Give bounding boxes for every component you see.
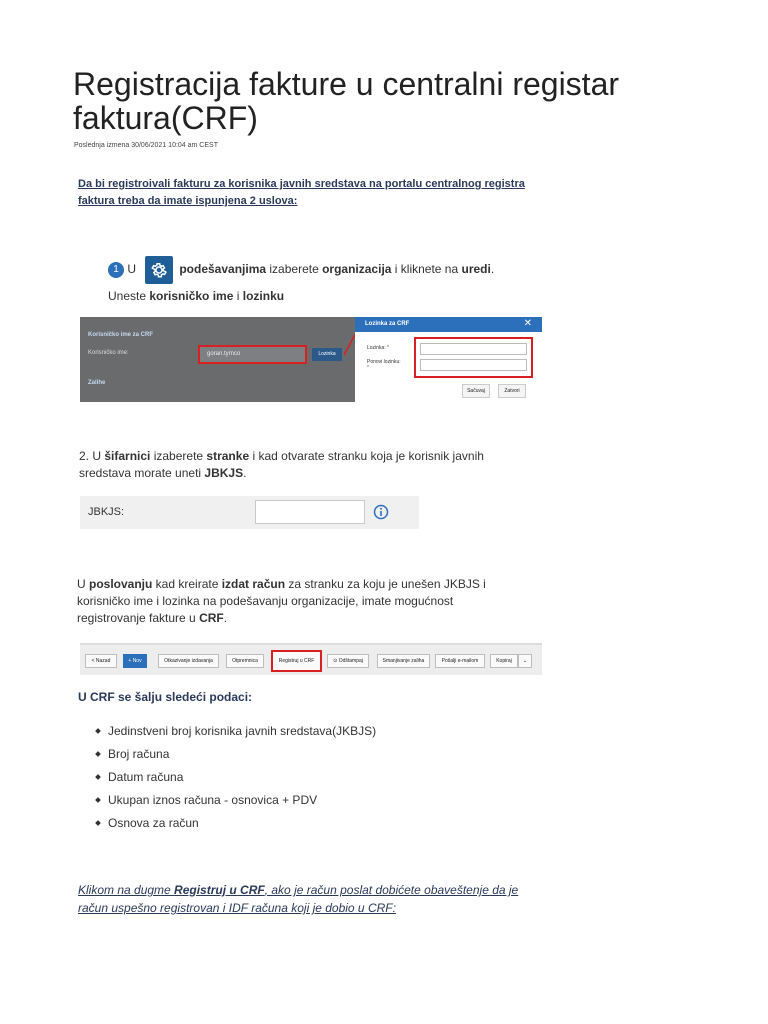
bold-text: Registruj u CRF xyxy=(174,883,265,897)
bullet-icon xyxy=(95,820,101,826)
bold-text: izdat račun xyxy=(221,577,286,591)
text: i kad otvarate stranku koja je korisnik javnih sredstava morate uneti xyxy=(79,449,484,480)
username-field xyxy=(198,345,307,364)
list-item-text: Ukupan iznos računa - osnovica + PDV xyxy=(108,793,318,807)
jbkjs-field-screenshot xyxy=(80,496,419,529)
text: 2. U xyxy=(79,449,105,463)
gear-icon xyxy=(145,256,173,284)
list-item xyxy=(96,746,376,769)
register-crf-button: Registruj u CRF xyxy=(271,650,322,672)
text: za stranku za koju je unešen JKBJS i korisničko ime i lozinka na podešavanju organizacije, imate mogućnost registrovanje fakture u xyxy=(77,577,486,625)
list-item-text: Jedinstveni broj korisnika javnih sredstava(JKBJS) xyxy=(108,724,377,738)
print-button: ⊙ Odštampaj xyxy=(327,654,369,668)
bold-text: poslovanju xyxy=(89,577,153,591)
step-number-badge: 1 xyxy=(108,262,124,278)
text: i kliknete na xyxy=(391,262,462,277)
password-dialog xyxy=(355,317,542,402)
list-item-text: Osnova za račun xyxy=(108,816,199,830)
dialog-header xyxy=(355,317,542,332)
step-1-paragraph xyxy=(108,256,528,308)
cancel-issue-button: Otkazivanje izdavanja xyxy=(158,654,219,668)
text: Klikom na dugme xyxy=(78,883,175,897)
dispatch-button: Otpremnica xyxy=(226,654,264,668)
section-title: Korisničko ime za CRF xyxy=(88,332,154,338)
text: . xyxy=(223,611,228,625)
bold-text: stranke xyxy=(206,449,250,463)
close-button: Zatvori xyxy=(498,384,526,398)
list-item-text: Datum računa xyxy=(108,770,184,784)
page-title: Registracija fakture u centralni registar faktura(CRF) xyxy=(73,66,620,136)
list-item xyxy=(96,792,376,815)
repeat-password-label xyxy=(367,359,401,371)
text: i xyxy=(233,289,243,303)
text: izaberete xyxy=(150,449,207,463)
reduce-stock-button: Smanjivanje zaliha xyxy=(377,654,430,668)
bold-text: šifarnici xyxy=(104,449,151,463)
dialog-title: Lozinka za CRF xyxy=(365,321,410,327)
crf-settings-screenshot xyxy=(80,317,542,402)
bullet-icon xyxy=(95,751,101,757)
info-icon xyxy=(373,504,389,520)
repeat-password-field xyxy=(420,359,527,371)
text: izaberete xyxy=(266,262,323,277)
send-email-button: Pošalji e-mailom xyxy=(435,654,485,668)
password-label xyxy=(367,345,389,351)
back-button: < Nazad xyxy=(85,654,117,668)
password-field xyxy=(420,343,527,355)
jbkjs-label: JBKJS: xyxy=(88,506,125,518)
bullet-icon xyxy=(95,797,101,803)
intro-link[interactable]: Da bi registroivali fakturu za korisnika javnih sredstava na portalu centralnog registra faktura treba da imate ispunjena 2 uslova: xyxy=(78,178,525,207)
bold-text: lozinku xyxy=(242,289,285,303)
new-button: + Nov xyxy=(123,654,147,668)
invoice-paragraph xyxy=(77,576,517,627)
list-item xyxy=(96,723,376,746)
required-mark: * xyxy=(387,345,389,351)
bold-text: CRF xyxy=(199,611,224,625)
username-label: Korisničko ime: xyxy=(88,350,129,356)
copy-button: Kopiraj xyxy=(490,654,518,668)
text: U xyxy=(124,262,140,277)
bold-text: podešavanjima xyxy=(179,262,267,277)
list-item xyxy=(96,769,376,792)
organization-settings-panel xyxy=(80,317,355,402)
text: kad kreirate xyxy=(152,577,222,591)
jbkjs-input xyxy=(255,500,365,524)
invoice-toolbar-screenshot xyxy=(80,643,542,675)
outro-link[interactable] xyxy=(78,881,548,917)
save-button: Sačuvaj xyxy=(462,384,490,398)
list-item xyxy=(96,815,376,838)
close-icon: ✕ xyxy=(523,318,532,329)
bold-text: uredi xyxy=(461,262,491,277)
section-title: Zalihe xyxy=(88,380,106,386)
last-modified-date: Poslednja izmena 30/06/2021 10:04 am CEST xyxy=(74,142,218,149)
bold-text: organizacija xyxy=(322,262,392,277)
bullet-icon xyxy=(95,728,101,734)
crf-data-heading: U CRF se šalju sledeći podaci: xyxy=(78,690,253,704)
label-text: Lozinka: xyxy=(367,345,386,351)
step-2-paragraph xyxy=(79,448,519,482)
bullet-icon xyxy=(95,774,101,780)
label-text: Ponovi lozinku: xyxy=(367,359,401,365)
list-item-text: Broj računa xyxy=(108,747,170,761)
required-mark: * xyxy=(367,365,369,371)
bold-text: korisničko ime xyxy=(149,289,234,303)
text: . xyxy=(243,466,247,480)
text: , ako je račun poslat dobićete obaveštenje da je račun uspešno registrovan i IDF računa koji je dobio u CRF: xyxy=(78,883,519,915)
username-value: goran.tyrnco xyxy=(207,351,241,357)
text: . Uneste xyxy=(108,262,495,303)
chevron-down-icon: ⌄ xyxy=(518,654,532,668)
crf-data-list xyxy=(96,723,376,838)
bold-text: JBKJS xyxy=(204,466,244,480)
password-button: Lozinka xyxy=(312,348,342,361)
text: U xyxy=(77,577,89,591)
